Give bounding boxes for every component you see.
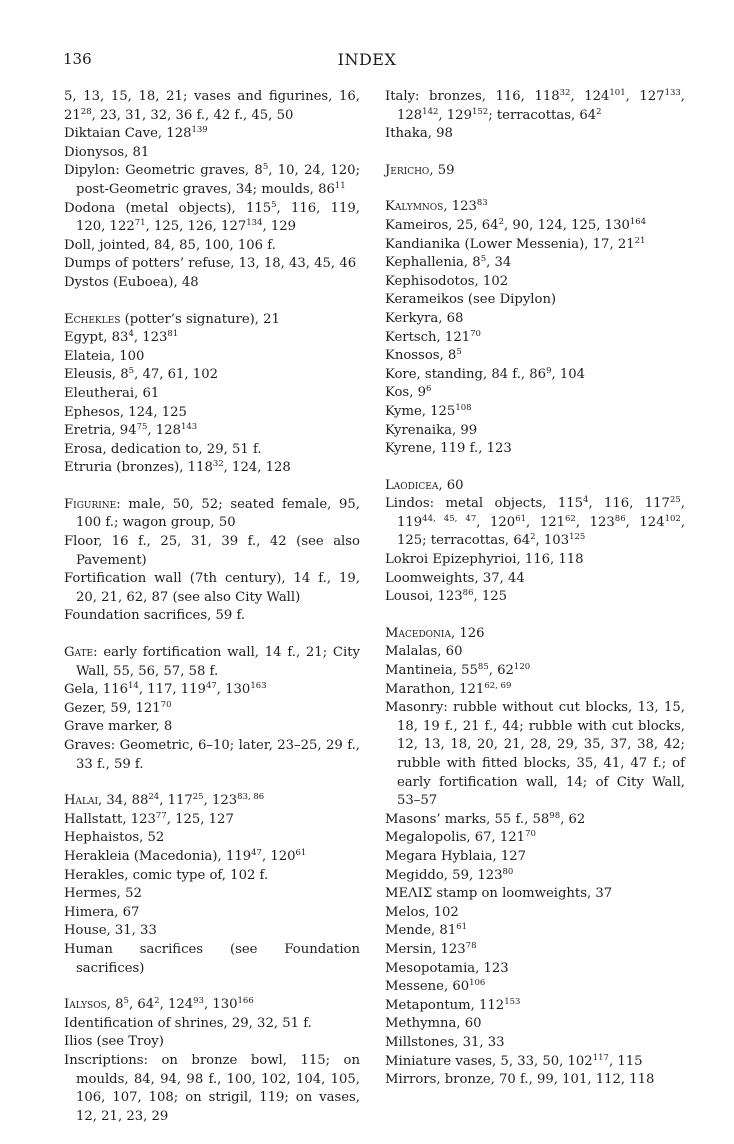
entry-text: Dionysos, 81 [64,144,150,160]
entry-text: 5, 13, 15, 18, 21; vases and figurines, 16, 21 [64,89,360,123]
index-entry [64,237,360,256]
entry-text: Graves: Geometric, 6–10; later, 23–25, 29 f., 33 f., 59 f. [64,738,360,772]
index-entry [385,848,685,867]
footnote-ref: 83 [476,198,488,209]
index-entry [385,681,685,700]
footnote-ref: 78 [465,940,477,951]
entry-text: Mirrors, bronze, 70 f., 99, 101, 112, 118 [385,1072,655,1088]
footnote-ref: 25 [669,495,681,506]
footnote-ref: 77 [155,810,167,821]
entry-text: Messene, 60 [385,979,470,995]
entry-text: , 125; terracottas, 64 [397,514,686,549]
footnote-ref: 4 [583,495,589,506]
index-entry [385,422,685,441]
page-title: INDEX [337,50,397,69]
index-entry [64,996,360,1015]
entry-text: Kerkyra, 68 [385,310,464,326]
entry-text: Lousoi, 123 [385,589,463,605]
footnote-ref: 2 [498,216,505,227]
index-entry [385,254,685,273]
footnote-ref: 4 [128,329,134,340]
index-entry [385,125,685,144]
footnote-ref: 25 [192,792,204,803]
footnote-ref: 24 [148,792,160,803]
index-entry [64,904,360,923]
entry-text: , 116, 119, 120, 122 [76,200,360,235]
entry-text: Kyme, 125 [385,403,456,419]
entry-text: Ilios (see Troy) [64,1034,164,1050]
entry-text: Elateia, 100 [64,348,145,364]
footnote-ref: 5 [128,366,135,377]
footnote-ref: 125 [569,532,586,543]
footnote-ref: 152 [471,106,489,117]
entry-text: , 123 [203,793,238,809]
entry-heading: Jericho [385,162,430,178]
entry-text: , 10, 24, 120; post-Geometric graves, 34; moulds, 86 [76,163,361,197]
entry-text: ; terracottas, 64 [488,107,597,123]
index-entry [385,960,685,979]
entry-text: Masonry: rubble without cut blocks, 13, 15, 18, 19 f., 21 f., 44; rubble with cut blocks, 12, 13, 18, 20, 21, 28, 29, 35, 37, 38, 42; rubble with fitted blocks, 35, 41, 47 f.; of early fortification wall, 14; of City Wall, 53–57 [385,700,685,809]
index-entry [64,88,360,125]
footnote-ref: 93 [193,996,204,1007]
entry-text: Megara Hyblaia, 127 [385,848,527,864]
entry-text: , 125, 126, 127 [145,219,247,235]
index-entry [64,329,360,348]
entry-text: Ephesos, 124, 125 [64,404,187,420]
index-section [64,644,360,774]
entry-text: , 62 [560,811,586,827]
entry-text: Kos, 9 [385,385,426,401]
index-entry [64,681,360,700]
entry-text: , 127 [625,89,665,104]
index-entry [385,1015,685,1034]
entry-text: , 8 [106,997,124,1013]
footnote-ref: 166 [237,996,254,1007]
index-entry [385,310,685,329]
footnote-ref: 61 [515,513,527,524]
index-entry [385,495,685,551]
index-entry [385,198,685,217]
index-entry [64,718,360,737]
footnote-ref: 5 [456,347,462,358]
footnote-ref: 133 [664,88,681,98]
entry-text: : male, 50, 52; seated female, 95, 100 f.; wagon group, 50 [76,496,360,531]
entry-heading: Gate [64,645,94,661]
entry-text: , 125, 127 [166,811,234,827]
index-section [64,496,360,626]
index-entry [64,125,360,144]
entry-text: , 123 [133,330,168,346]
footnote-ref: 11 [334,180,346,191]
entry-text: Kephisodotos, 102 [385,273,509,289]
index-column-right [385,88,685,1108]
index-entry [64,848,360,867]
footnote-ref: 71 [134,218,146,229]
entry-text: Gezer, 59, 121 [64,700,161,716]
index-entry [385,440,685,459]
footnote-ref: 86 [614,513,626,524]
index-entry [385,922,685,941]
footnote-ref: 2 [530,532,536,543]
entry-text: Metapontum, 112 [385,997,505,1013]
entry-text: , 90, 124, 125, 130 [504,217,630,233]
entry-text: Herakles, comic type of, 102 f. [64,867,269,883]
entry-heading: Kalymnos [385,199,444,215]
index-entry [385,551,685,570]
index-entry [385,347,685,366]
index-entry [64,274,360,293]
entry-text: Malalas, 60 [385,644,463,660]
entry-text: Mende, 81 [385,923,457,939]
index-entry [385,885,685,904]
entry-text: Kameiros, 25, 64 [385,217,499,233]
entry-text: Mesopotamia, 123 [385,960,509,976]
index-entry [64,737,360,774]
index-entry [385,904,685,923]
index-entry [385,384,685,403]
index-section [385,162,685,181]
entry-text: , 116, 117 [588,496,670,512]
entry-text: House, 31, 33 [64,923,157,939]
entry-text: Ithaka, 98 [385,126,453,142]
index-entry [64,1033,360,1052]
index-entry [385,273,685,292]
index-entry [385,1034,685,1053]
entry-text: Human sacrifices (see Foundation sacrifices) [64,941,360,976]
footnote-ref: 2 [596,106,602,117]
entry-text: Megiddo, 59, 123 [385,867,503,883]
footnote-ref: 5 [271,199,277,210]
entry-text: Marathon, 121 [385,681,485,697]
entry-text: , 103 [535,533,570,549]
entry-heading: Macedonia [385,625,451,641]
index-entry [64,644,360,681]
footnote-ref: 102 [664,513,681,524]
entry-text: Kore, standing, 84 f., 86 [385,366,547,382]
index-column-left [64,88,360,1144]
index-entry [385,1071,685,1090]
entry-text: , 124 [570,89,610,104]
entry-text: , 64 [128,997,155,1013]
index-entry [64,348,360,367]
entry-text: Methymna, 60 [385,1016,482,1032]
index-entry [64,1052,360,1126]
entry-text: , 130 [216,682,251,698]
footnote-ref: 120 [513,662,531,673]
entry-text: , 34 [486,255,512,271]
footnote-ref: 101 [609,88,626,98]
index-entry [385,329,685,348]
entry-text: Mantineia, 55 [385,663,478,679]
index-entry [385,217,685,236]
index-entry [385,1053,685,1072]
entry-text: , 119 [397,496,685,530]
footnote-ref: 44, 45, 47 [422,513,477,524]
entry-text: Eleutherai, 61 [64,385,160,401]
entry-text: Kandianika (Lower Messenia), 17, 21 [385,236,635,252]
index-entry [64,941,360,978]
footnote-ref: 142 [422,106,439,117]
index-section [385,625,685,1090]
footnote-ref: 164 [629,216,647,227]
entry-text: Kyrenaika, 99 [385,422,478,438]
entry-text: Hallstatt, 123 [64,811,156,827]
index-section [385,477,685,607]
entry-heading: Laodicea [385,477,439,493]
index-entry [64,255,360,274]
entry-text: , 120 [261,848,296,864]
entry-text: Dumps of potters’ refuse, 13, 18, 43, 45, 46 [64,256,357,272]
index-entry [385,570,685,589]
page-header [0,50,734,74]
entry-text: , 124 [159,997,194,1013]
index-entry [64,422,360,441]
footnote-ref: 98 [549,810,561,821]
entry-text: Miniature vases, 5, 33, 50, 102 [385,1053,593,1069]
entry-text: , 123 [443,199,477,215]
entry-text: , 129 [438,107,472,123]
entry-text: , 34, 88 [98,793,149,809]
entry-heading: Echekles [64,311,121,327]
footnote-ref: 163 [250,681,267,692]
index-entry [64,200,360,237]
footnote-ref: 47 [205,681,217,692]
entry-text: Masons’ marks, 55 f., 58 [385,811,550,827]
index-entry [385,162,685,181]
entry-text: , 124, 128 [223,460,291,476]
entry-text: , 128 [147,423,181,439]
index-entry [64,811,360,830]
entry-text: , 130 [203,997,238,1013]
footnote-ref: 47 [251,847,262,858]
entry-text: Lindos: metal objects, 115 [385,496,584,512]
entry-text: Lokroi Epizephyrioi, 116, 118 [385,552,584,568]
entry-text: , 120 [476,514,516,530]
entry-text: Kertsch, 121 [385,329,471,345]
entry-text: Egypt, 83 [64,330,129,346]
footnote-ref: 134 [246,218,263,229]
entry-text: Kyrene, 119 f., 123 [385,441,512,457]
footnote-ref: 70 [525,829,536,840]
entry-text: Grave marker, 8 [64,719,173,735]
footnote-ref: 5 [123,996,129,1007]
footnote-ref: 80 [502,866,514,877]
index-entry [385,625,685,644]
index-entry [385,867,685,886]
index-entry [385,88,685,125]
entry-text: , 124 [625,514,665,530]
index-section [64,311,360,478]
entry-text: Himera, 67 [64,904,140,920]
index-entry [385,291,685,310]
index-entry [64,607,360,626]
entry-text: , 60 [438,477,464,493]
entry-text: Diktaian Cave, 128 [64,126,192,142]
footnote-ref: 5 [262,162,269,173]
index-entry [64,792,360,811]
entry-text: Doll, jointed, 84, 85, 100, 106 f. [64,237,276,253]
entry-text: Dodona (metal objects), 115 [64,200,272,216]
index-entry [64,311,360,330]
footnote-ref: 2 [154,996,160,1007]
entry-text: , 117, 119 [138,682,206,698]
footnote-ref: 153 [504,996,521,1007]
footnote-ref: 139 [191,125,208,136]
index-entry [64,144,360,163]
index-entry [64,533,360,570]
index-section [385,198,685,458]
entry-text: Kerameikos (see Dipylon) [385,292,557,308]
footnote-ref: 62 [565,513,576,524]
footnote-ref: 108 [455,402,472,413]
index-entry [385,236,685,255]
entry-text: Foundation sacrifices, 59 f. [64,608,246,624]
index-section [64,996,360,1126]
index-entry [64,162,360,199]
footnote-ref: 62, 69 [484,680,512,691]
index-entry [64,885,360,904]
entry-text: , 23, 31, 32, 36 f., 42 f., 45, 50 [91,107,294,123]
entry-text: Hephaistos, 52 [64,830,165,846]
index-entry [385,941,685,960]
index-entry [385,643,685,662]
footnote-ref: 6 [425,384,432,395]
index-entry [64,829,360,848]
footnote-ref: 106 [469,978,486,989]
entry-text: Floor, 16 f., 25, 31, 39 f., 42 (see also Pavement) [64,534,360,568]
entry-text: , 104 [551,366,586,382]
footnote-ref: 81 [167,329,179,340]
entry-text: Millstones, 31, 33 [385,1034,505,1050]
entry-text: Melos, 102 [385,904,459,920]
index-entry [385,477,685,496]
index-entry [385,403,685,422]
index-entry [385,978,685,997]
entry-text: (potter’s signature), 21 [120,311,280,327]
entry-text: Dystos (Euboea), 48 [64,274,199,290]
index-entry [64,700,360,719]
entry-text: Herakleia (Macedonia), 119 [64,848,252,864]
index-entry [64,867,360,886]
index-section [64,88,360,293]
entry-text: Megalopolis, 67, 121 [385,830,526,846]
entry-text: Eleusis, 8 [64,367,129,383]
entry-text: , 47, 61, 102 [134,367,218,383]
footnote-ref: 32 [559,88,571,98]
entry-text: Inscriptions: on bronze bowl, 115; on moulds, 84, 94, 98 f., 100, 102, 104, 105, 106, 107, 108; on strigil, 119; on vases, 12, 21, 23, 29 [64,1052,360,1124]
footnote-ref: 5 [480,254,487,265]
footnote-ref: 117 [592,1052,609,1063]
entry-text: Italy: bronzes, 116, 118 [385,89,560,104]
footnote-ref: 32 [212,459,224,470]
entry-text: Eretria, 94 [64,423,137,439]
index-entry [385,997,685,1016]
footnote-ref: 9 [546,365,552,376]
index-entry [64,496,360,533]
entry-heading: Halai [64,793,99,809]
entry-text: Etruria (bronzes), 118 [64,460,213,476]
entry-text: , 125 [473,589,508,605]
footnote-ref: 75 [136,422,148,433]
entry-text: ΜΕΛΙΣ stamp on loomweights, 37 [385,886,613,902]
footnote-ref: 28 [80,106,92,117]
footnote-ref: 83, 86 [237,792,265,803]
index-entry [64,1015,360,1034]
index-entry [64,459,360,478]
entry-text: , 117 [159,793,193,809]
page-number: 136 [63,50,92,68]
footnote-ref: 86 [462,588,474,599]
index-entry [64,366,360,385]
entry-text: , 128 [397,89,685,123]
index-entry [385,588,685,607]
index-section [385,88,685,144]
entry-text: , 59 [429,162,455,178]
entry-text: , 129 [262,219,297,235]
footnote-ref: 61 [295,847,307,858]
index-entry [64,385,360,404]
entry-text: Gela, 116 [64,682,128,698]
entry-text: Identification of shrines, 29, 32, 51 f. [64,1015,312,1031]
index-entry [385,829,685,848]
entry-text: Mersin, 123 [385,941,466,957]
index-entry [64,570,360,607]
index-entry [385,699,685,811]
footnote-ref: 70 [160,699,172,710]
index-entry [385,366,685,385]
index-entry [385,662,685,681]
entry-text: Loomweights, 37, 44 [385,570,525,586]
index-entry [64,922,360,941]
footnote-ref: 85 [477,662,489,673]
entry-text: Dipylon: Geometric graves, 8 [64,163,263,179]
entry-text: Hermes, 52 [64,886,142,902]
index-entry [64,404,360,423]
entry-text: Erosa, dedication to, 29, 51 f. [64,441,262,457]
entry-text: : early fortification wall, 14 f., 21; City Wall, 55, 56, 57, 58 f. [76,645,360,679]
footnote-ref: 14 [127,681,139,692]
footnote-ref: 21 [634,235,646,246]
entry-text: , 62 [488,663,514,679]
index-entry [385,811,685,830]
entry-heading: Ialysos [64,997,107,1013]
entry-text: Knossos, 8 [385,348,457,364]
index-section [64,792,360,978]
footnote-ref: 143 [180,422,198,433]
entry-heading: Figurine [64,496,117,512]
entry-text: , 121 [526,514,565,530]
entry-text: Kephallenia, 8 [385,255,481,271]
entry-text: , 126 [450,625,485,641]
entry-text: Fortification wall (7th century), 14 f., 19, 20, 21, 62, 87 (see also City Wall) [64,571,360,605]
footnote-ref: 70 [470,328,481,339]
index-entry [64,441,360,460]
entry-text: , 115 [608,1053,643,1069]
entry-text: , 123 [575,514,615,530]
footnote-ref: 61 [456,922,468,933]
